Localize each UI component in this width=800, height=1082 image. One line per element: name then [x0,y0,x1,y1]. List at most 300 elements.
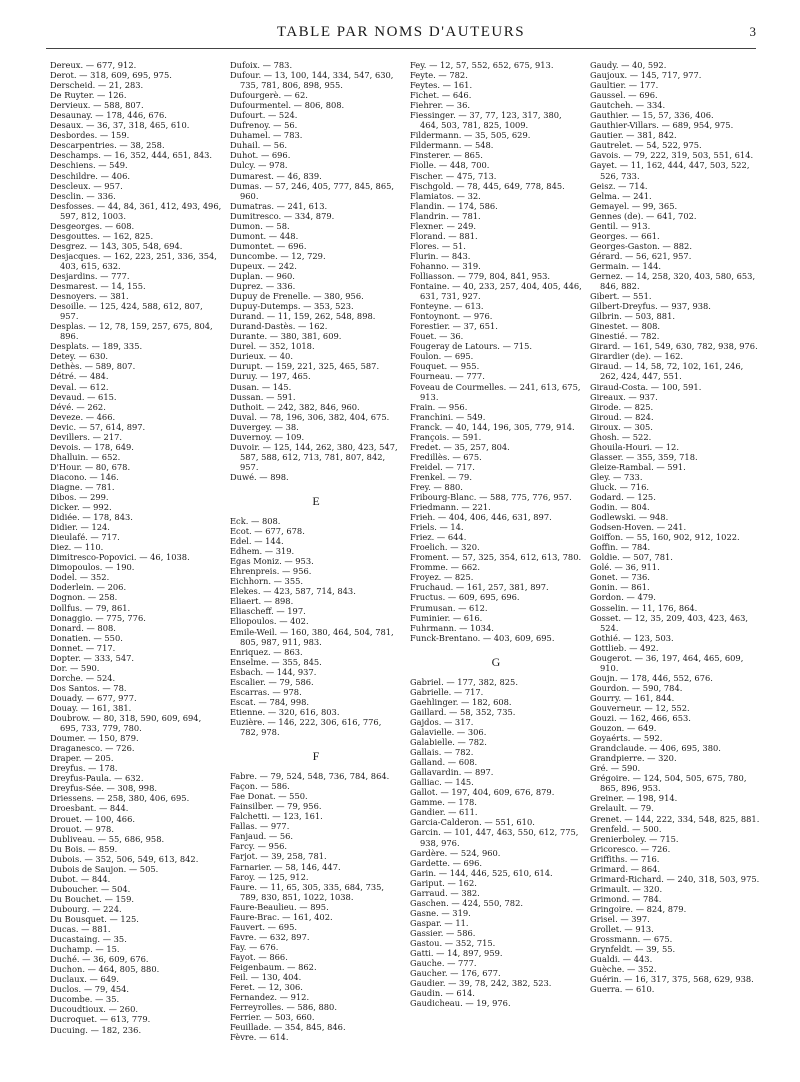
index-entry: Giraud-Costa. — 100, 591. [590,381,702,392]
index-entry: Gley. — 733. [590,471,643,482]
index-entry: Duncombe. — 12, 729. [230,250,326,261]
index-entry: Grenierboley. — 715. [590,833,679,844]
index-entry: Desjardins. — 777. [50,270,130,281]
index-entry: Gouzon. — 649. [590,723,657,734]
index-entry: Godard. — 125. [590,492,656,503]
index-column-2 [230,60,402,1072]
index-entry: Ecot. — 677, 678. [230,526,305,537]
index-entry: Gelma. — 241. [590,190,652,201]
index-column-4 [590,60,762,1072]
index-entry: Dreyfus. — 178. [50,763,118,774]
index-entry: Derscheid. — 21, 283. [50,80,144,91]
index-entry: Fayot. — 866. [230,951,288,962]
index-entry: Franchini. — 549. [410,411,486,422]
index-entry: Gayet. — 11, 162, 444, 447, 503, 522, 526, 733. [590,160,750,181]
index-entry: Gastou. — 352, 715. [410,937,496,948]
index-entry: Funck-Brentano. — 403, 609, 695. [410,632,555,643]
index-entry: Desplas. — 12, 78, 159, 257, 675, 804, 896. [50,321,213,342]
index-entry: Dubois. — 352, 506, 549, 613, 842. [50,853,199,864]
index-entry: Gallais. — 782. [410,747,474,758]
index-entry: Feuillade. — 354, 845, 846. [230,1022,346,1033]
index-entry: Godsen-Hoven. — 241. [590,522,687,533]
index-entry: Gaudin. — 614. [410,988,475,999]
index-entry: Gourry. — 161, 844. [590,692,675,703]
index-entry: Ehrenpreis. — 956. [230,566,312,577]
index-entry: Ferreyrolles. — 586, 880. [230,1002,337,1013]
index-entry: Gourdon. — 590, 784. [590,682,683,693]
index-entry: Faure-Brac. — 161, 402. [230,911,333,922]
index-entry: Ghosh. — 522. [590,431,652,442]
index-entry: Dimitresco-Popovici. — 46, 1038. [50,552,190,563]
index-entry: Gentil. — 913. [590,220,651,231]
index-entry: Fallas. — 977. [230,821,290,832]
index-entry: Draper. — 205. [50,753,114,764]
index-entry: Gautier. — 381, 842. [590,130,677,141]
index-entry: Diacono. — 146. [50,471,119,482]
index-entry: Duprez. — 336. [230,281,296,292]
index-entry: Desaux. — 36, 37, 318, 465, 610. [50,120,190,131]
index-entry: Fey. — 12, 57, 552, 652, 675, 913. [410,60,554,70]
index-entry: Dreyfus-Sée. — 308, 998. [50,783,157,794]
index-entry: Fiolle. — 448, 700. [410,160,490,171]
index-entry: Ferrier. — 503, 660. [230,1012,315,1023]
index-entry: Gaucher. — 176, 677. [410,968,501,979]
index-entry: D'Hour. — 80, 678. [50,461,131,472]
index-entry: Fauvert. — 695. [230,921,298,932]
index-entry: Feytes. — 161. [410,80,473,91]
index-entry: Didier. — 124. [50,522,110,533]
index-entry: Gonin. — 861. [590,582,650,593]
index-entry: Devaud. — 615. [50,391,117,402]
index-entry: Garcia-Calderon. — 551, 610. [410,817,535,828]
index-entry: Dusan. — 145. [230,381,292,392]
index-entry: Dereux. — 677, 912. [50,60,137,70]
index-entry: Detey. — 630. [50,351,109,362]
index-entry: Gauthier. — 15, 57, 336, 406. [590,110,714,121]
index-entry: Desjacques. — 162, 223, 251, 336, 354, 403, 615, 632. [50,250,217,271]
index-entry: Dimopoulos. — 190. [50,562,135,573]
index-entry: Fildermann. — 35, 505, 629. [410,130,531,141]
index-entry: Durante. — 380, 381, 609. [230,331,342,342]
index-entry: Faure-Beaulieu. — 895. [230,901,329,912]
index-entry: Desoille. — 125, 424, 588, 612, 807, 957. [50,301,203,322]
index-entry: Desgeorges. — 608. [50,220,135,231]
index-entry: Dufourt. — 524. [230,110,298,121]
index-entry: Gautrelet. — 54, 522, 975. [590,140,702,151]
index-entry: Dor. — 590. [50,662,100,673]
index-entry: Froelich. — 320. [410,542,480,553]
index-entry: Fay. — 676. [230,941,279,952]
index-entry: Fae Donat. — 550. [230,791,308,802]
index-columns [50,60,762,1072]
index-entry: Frumusan. — 612. [410,602,488,613]
index-entry: Détré. — 484. [50,371,109,382]
index-entry: Du Bousquet. — 125. [50,913,139,924]
index-entry: Folliasson. — 779, 804, 841, 953. [410,270,551,281]
index-entry: Friels. — 14. [410,522,464,533]
index-entry: Deschamps. — 16, 352, 444, 651, 843. [50,150,213,161]
index-entry: Durand-Dastès. — 162. [230,321,328,332]
index-entry: Enriquez. — 863. [230,646,303,657]
index-entry: Desnoyers. — 381. [50,291,129,302]
index-entry: Gaussel. — 696. [590,90,658,101]
index-entry: Fuminier. — 616. [410,612,483,623]
index-entry: Duvernoy. — 109. [230,431,305,442]
index-entry: Dumatras. — 241, 613. [230,200,328,211]
index-entry: Dos Santos. — 78. [50,682,127,693]
index-entry: Grandclaude. — 406, 695, 380. [590,743,721,754]
index-entry: Dufourmentel. — 806, 808. [230,100,345,111]
index-entry: Didiée. — 178, 843. [50,512,133,523]
index-entry: Dethès. — 589, 807. [50,361,136,372]
index-entry: Dicker. — 992. [50,502,112,513]
index-entry: Gibert. — 551. [590,291,652,302]
index-entry: Glasser. — 355, 359, 718. [590,451,698,462]
index-entry: Fichet. — 646. [410,90,472,101]
index-entry: Gauthier-Villars. — 689, 954, 975. [590,120,734,131]
index-entry: Gatti. — 14, 897, 959. [410,948,503,959]
index-entry: Euzière. — 146, 222, 306, 616, 776, 782, 978. [230,716,382,737]
index-entry: Godlewski. — 948. [590,512,669,523]
index-entry: Galliac. — 145. [410,777,474,788]
index-entry: Gavois. — 79, 222, 319, 503, 551, 614. [590,150,754,161]
index-entry: Gilbrin. — 503, 881. [590,311,676,322]
index-entry: Dumitresco. — 334, 879. [230,210,335,221]
index-entry: Gautcheh. — 334. [590,100,666,111]
index-entry: Gaschen. — 424, 550, 782. [410,897,523,908]
index-entry: Fuhrmann. — 1034. [410,622,494,633]
index-entry: Guèche. — 352. [590,964,657,975]
index-entry: Desclin. — 336. [50,190,116,201]
index-entry: Gireaux. — 937. [590,391,658,402]
index-entry: Girode. — 825. [590,401,654,412]
section-heading-g: G [491,654,501,669]
index-entry: Gallavardin. — 897. [410,767,494,778]
index-entry: Foulon. — 695. [410,351,474,362]
index-entry: Friez. — 644. [410,532,467,543]
page-header [46,22,756,46]
index-entry: Guerra. — 610. [590,984,655,995]
index-entry: Dibos. — 299. [50,492,109,503]
index-entry: Gordon. — 479. [590,592,656,603]
index-entry: Frenkel. — 79. [410,471,472,482]
index-entry: Frey. — 880. [410,481,463,492]
index-entry: Gonet. — 736. [590,572,650,583]
index-entry: Fischer. — 475, 713. [410,170,497,181]
index-entry: Desgrez. — 143, 305, 548, 694. [50,240,183,251]
index-entry: Gamme. — 178. [410,797,477,808]
index-entry: Farnarier. — 58, 146, 447. [230,861,341,872]
index-entry: Desmarest. — 14, 155. [50,281,146,292]
index-entry: Grenet. — 144, 222, 334, 548, 825, 881. [590,813,760,824]
index-entry: Dufrenoy. — 56. [230,120,298,131]
index-entry: Duhail. — 56. [230,140,287,151]
index-entry: Desplats. — 189, 335. [50,341,143,352]
index-entry: Gabrielle. — 717. [410,686,484,697]
index-entry: Descleux. — 957. [50,180,123,191]
index-entry: Gardère. — 524, 960. [410,847,501,858]
index-entry: Dopter. — 333, 547. [50,652,135,663]
index-entry: Frain. — 956. [410,401,468,412]
index-entry: Durel. — 352, 1018. [230,341,315,352]
index-entry: Favre. — 632, 897. [230,931,310,942]
index-entry: Deschildre. — 406. [50,170,130,181]
index-entry: Ginestet. — 808. [590,321,661,332]
index-entry: Grollet. — 913. [590,924,654,935]
index-entry: Fanjaud. — 56. [230,831,294,842]
index-entry: Goldie. — 507, 781. [590,552,673,563]
index-column-3 [410,60,582,1072]
index-entry: Fruchaud. — 161, 257, 381, 897. [410,582,549,593]
index-entry: Duval. — 78, 196, 306, 382, 404, 675. [230,411,390,422]
index-entry: Gottlieb. — 492. [590,642,659,653]
index-entry: Fourneau. — 777. [410,371,485,382]
index-entry: Feigenbaum. — 862. [230,961,317,972]
index-entry: Duhot. — 696. [230,150,291,161]
index-entry: Dumont. — 448. [230,230,299,241]
index-entry: Draganesco. — 726. [50,743,135,754]
index-entry: Dupuy-Dutemps. — 353, 523. [230,301,354,312]
index-entry: Froyez. — 825. [410,572,474,583]
index-entry: Garraud. — 382. [410,887,480,898]
index-entry: Flandin. — 174, 586. [410,200,498,211]
index-entry: Gérard. — 56, 621, 957. [590,250,692,261]
index-entry: Gosset. — 12, 35, 209, 403, 423, 463, 524. [590,612,749,633]
index-entry: Goyaérts. — 592. [590,733,663,744]
index-entry: Georges. — 661. [590,230,660,241]
index-entry: Grimault. — 320. [590,883,663,894]
index-entry: Durand. — 11, 159, 262, 548, 898. [230,311,376,322]
index-entry: Gardette. — 696. [410,857,483,868]
index-entry: Grynfeldt. — 39, 55. [590,944,676,955]
index-entry: Franck. — 40, 144, 196, 305, 779, 914. [410,421,575,432]
index-entry: Gaujoux. — 145, 717, 977. [590,70,702,81]
index-entry: De Ruyter. — 126. [50,90,127,101]
index-entry: Duchamp. — 15. [50,944,120,955]
index-entry: Ducuing. — 182, 236. [50,1024,142,1035]
index-entry: Giroud. — 824. [590,411,654,422]
index-entry: Fohanno. — 319. [410,260,481,271]
index-entry: Duvergey. — 38. [230,421,299,432]
index-entry: Goujn. — 178, 446, 552, 676. [590,672,713,683]
index-entry: Fischgold. — 78, 445, 649, 778, 845. [410,180,565,191]
index-entry: Desbordes. — 159. [50,130,130,141]
index-entry: Foveau de Courmelles. — 241, 613, 675, 913. [410,381,581,402]
index-entry: Duwé. — 898. [230,471,289,482]
index-entry: Gaudier. — 39, 78, 242, 382, 523. [410,978,552,989]
index-entry: Gaultier. — 177. [590,80,659,91]
index-entry: Fontoynont. — 976. [410,311,493,322]
section-heading-e: E [312,493,320,508]
index-entry: Edhem. — 319. [230,546,295,557]
index-entry: Gemayel. — 99, 365. [590,200,678,211]
index-entry: Gringoire. — 824, 879. [590,903,687,914]
index-entry: Eliascheff. — 197. [230,606,306,617]
index-entry: Dorche. — 524. [50,672,116,683]
index-entry: Ghouila-Houri. — 12. [590,441,679,452]
index-entry: Diagne. — 781. [50,481,115,492]
index-entry: Dulcy. — 978. [230,160,288,171]
index-entry: Duruy. — 197, 465. [230,371,311,382]
index-entry: Grimond. — 784. [590,893,662,904]
index-entry: Gouverneur. — 12, 552. [590,703,690,713]
index-entry: Ducastaing. — 35. [50,934,127,945]
index-entry: Du Bouchet. — 159. [50,893,134,904]
index-entry: Gaudicheau. — 19, 976. [410,998,511,1009]
index-entry: Eliopoulos. — 402. [230,616,309,627]
index-entry: Fiessinger. — 37, 77, 123, 317, 380, 464, 503, 781, 825, 1009. [410,110,562,131]
index-entry: Façon. — 586. [230,781,290,792]
index-entry: Duthoit. — 242, 382, 846, 960. [230,401,360,412]
index-entry: Douady. — 677, 977. [50,692,137,703]
index-entry: Duplan. — 960. [230,270,295,281]
index-entry: Fildermann. — 548. [410,140,494,151]
index-entry: Escalier. — 79, 586. [230,676,314,687]
index-entry: Fernandez. — 912. [230,992,310,1003]
index-entry: Georges-Gaston. — 882. [590,240,692,251]
index-entry: Fouquet. — 955. [410,361,480,372]
index-entry: Ducombe. — 35. [50,994,120,1005]
index-entry: Desfosses. — 44, 84, 361, 412, 493, 496, 597, 812, 1003. [50,200,222,221]
index-entry: Griffiths. — 716. [590,853,660,864]
index-entry: Gandier. — 611. [410,807,478,818]
index-entry: Faure. — 11, 65, 305, 335, 684, 735, 789, 830, 851, 1022, 1038. [230,881,385,902]
index-entry: Dubois de Saujon. — 505. [50,863,159,874]
index-entry: Feret. — 12, 306. [230,982,303,993]
index-entry: Duchon. — 464, 805, 880. [50,964,160,975]
page-number: 3 [749,24,756,39]
index-entry: Fromme. — 662. [410,562,481,573]
index-entry: Fouet. — 36. [410,331,464,342]
index-entry: Grimard-Richard. — 240, 318, 503, 975. [590,873,760,884]
index-entry: Dussan. — 591. [230,391,296,402]
index-entry: Ducoudtioux. — 260. [50,1004,138,1015]
index-entry: Giroux. — 305. [590,421,653,432]
index-entry: Dubourg. — 224. [50,903,122,914]
index-entry: Dumontet. — 696. [230,240,307,251]
index-entry: Gasne. — 319. [410,907,471,918]
index-entry: Godin. — 804. [590,502,650,513]
index-entry: Dervieux. — 588, 807. [50,100,144,111]
index-entry: Ducroquet. — 613, 779. [50,1014,151,1025]
index-entry: Fonteyne. — 613. [410,301,484,312]
index-entry: Grelault. — 79. [590,803,654,814]
index-entry: Deval. — 612. [50,381,109,392]
index-entry: Gariput. — 162. [410,877,477,888]
index-entry: Gualdi. — 443. [590,954,653,965]
index-entry: Dévé. — 262. [50,401,106,412]
index-entry: Gaspar. — 11. [410,917,469,928]
index-entry: Devic. — 57, 614, 897. [50,421,146,432]
index-entry: Grenfeld. — 500. [590,823,662,834]
index-entry: Gaehlinger. — 182, 608. [410,696,512,707]
index-entry: Dubliveau. — 55, 686, 958. [50,833,165,844]
index-entry: Duvoir. — 125, 144, 262, 380, 423, 547, 587, 588, 612, 713, 781, 807, 842, 957. [230,441,398,472]
index-entry: Durupt. — 159, 221, 325, 465, 587. [230,361,380,372]
index-entry: Gassier. — 586. [410,927,476,938]
index-entry: Dumas. — 57, 246, 405, 777, 845, 865, 960. [230,180,395,201]
index-entry: Dupuy de Frenelle. — 380, 956. [230,291,364,302]
index-entry: Frieh. — 404, 406, 446, 631, 897. [410,512,552,523]
page-title: TABLE PAR NOMS D'AUTEURS [276,24,526,40]
index-entry: Flandrin. — 781. [410,210,481,221]
index-entry: Flamiatos. — 32. [410,190,481,201]
index-entry: Gaillard. — 58, 352, 735. [410,706,516,717]
section-heading-f: F [312,749,320,764]
index-entry: Greiner. — 198, 914. [590,793,678,804]
index-entry: Ducas. — 881. [50,924,111,935]
index-entry: Golé. — 36, 911. [590,562,660,573]
index-entry: Garcin. — 101, 447, 463, 550, 612, 775, 938, 976. [410,827,579,848]
index-entry: Gouzi. — 162, 466, 653. [590,713,691,724]
index-entry: Deveze. — 466. [50,411,116,422]
index-entry: Grossmann. — 675. [590,934,673,945]
index-entry: Farjot. — 39, 258, 781. [230,851,327,862]
index-entry: Grisel. — 397. [590,913,650,924]
index-entry: Dubot. — 844. [50,873,111,884]
index-entry: Forestier. — 37, 651. [410,321,498,332]
index-entry: Gosselin. — 11, 176, 864. [590,602,698,613]
index-entry: Flurin. — 843. [410,250,471,261]
index-entry: Escarras. — 978. [230,686,302,697]
index-entry: Froment. — 57, 325, 354, 612, 613, 780. [410,552,582,563]
index-entry: Galavielle. — 306. [410,727,487,737]
index-entry: Dhalluin. — 652. [50,451,121,462]
index-entry: Fabre. — 79, 524, 548, 736, 784, 864. [230,771,390,782]
index-entry: Dreyfus-Paula. — 632. [50,773,144,784]
index-entry: Du Bois. — 859. [50,843,118,854]
index-entry: Fredillès. — 675. [410,451,482,462]
index-entry: Guérin. — 16, 317, 375, 568, 629, 938. [590,974,754,985]
index-entry: Fèvre. — 614. [230,1032,289,1043]
index-entry: Eck. — 808. [230,516,281,527]
index-entry: Etienne. — 320, 616, 803. [230,706,340,717]
index-entry: François. — 591. [410,431,482,442]
index-entry: Gougerot. — 36, 197, 464, 465, 609, 910. [590,652,744,673]
index-entry: Finsterer. — 865. [410,150,483,161]
index-entry: Eichhorn. — 355. [230,576,304,587]
index-entry: Doderlein. — 206. [50,582,127,593]
index-entry: Dumarest. — 46, 839. [230,170,322,181]
index-entry: Duboucher. — 504. [50,883,131,894]
index-entry: Gernez. — 14, 258, 320, 403, 580, 653, 846, 882. [590,270,756,292]
index-entry: Durieux. — 40. [230,351,293,362]
index-entry: Fructus. — 609, 695, 696. [410,592,520,603]
index-entry: Dodel. — 352. [50,572,110,583]
index-entry: Fontaine. — 40, 233, 257, 404, 405, 446, 631, 731, 927. [410,281,582,302]
index-entry: Devois. — 178, 649. [50,441,134,452]
index-entry: Gaudy. — 40, 592. [590,60,667,70]
index-entry: Gauche. — 777. [410,958,477,969]
index-entry: Edel. — 144. [230,536,284,547]
index-entry: Farcy. — 956. [230,841,288,852]
index-entry: Gricoresco. — 726. [590,843,671,854]
index-entry: Goiffon. — 55, 160, 902, 912, 1022. [590,532,740,543]
index-entry: Dufoix. — 783. [230,60,293,70]
index-entry: Fredet. — 35, 257, 804. [410,441,510,452]
index-entry: Dollfus. — 79, 861. [50,602,131,613]
index-entry: Gabriel. — 177, 382, 825. [410,676,518,687]
index-entry: Goffin. — 784. [590,542,651,553]
index-entry: Egas Moniz. — 953. [230,556,314,567]
index-entry: Desaunay. — 178, 446, 676. [50,110,167,121]
index-entry: Emile-Weil. — 160, 380, 464, 504, 781, 805, 987, 911, 983. [230,626,394,647]
index-entry: Donard. — 808. [50,622,116,633]
index-entry: Dufourgerè. — 62. [230,90,308,101]
index-entry: Galabielle. — 782. [410,737,487,748]
index-column-1 [50,60,222,1072]
index-entry: Enselme. — 355, 845. [230,656,322,667]
